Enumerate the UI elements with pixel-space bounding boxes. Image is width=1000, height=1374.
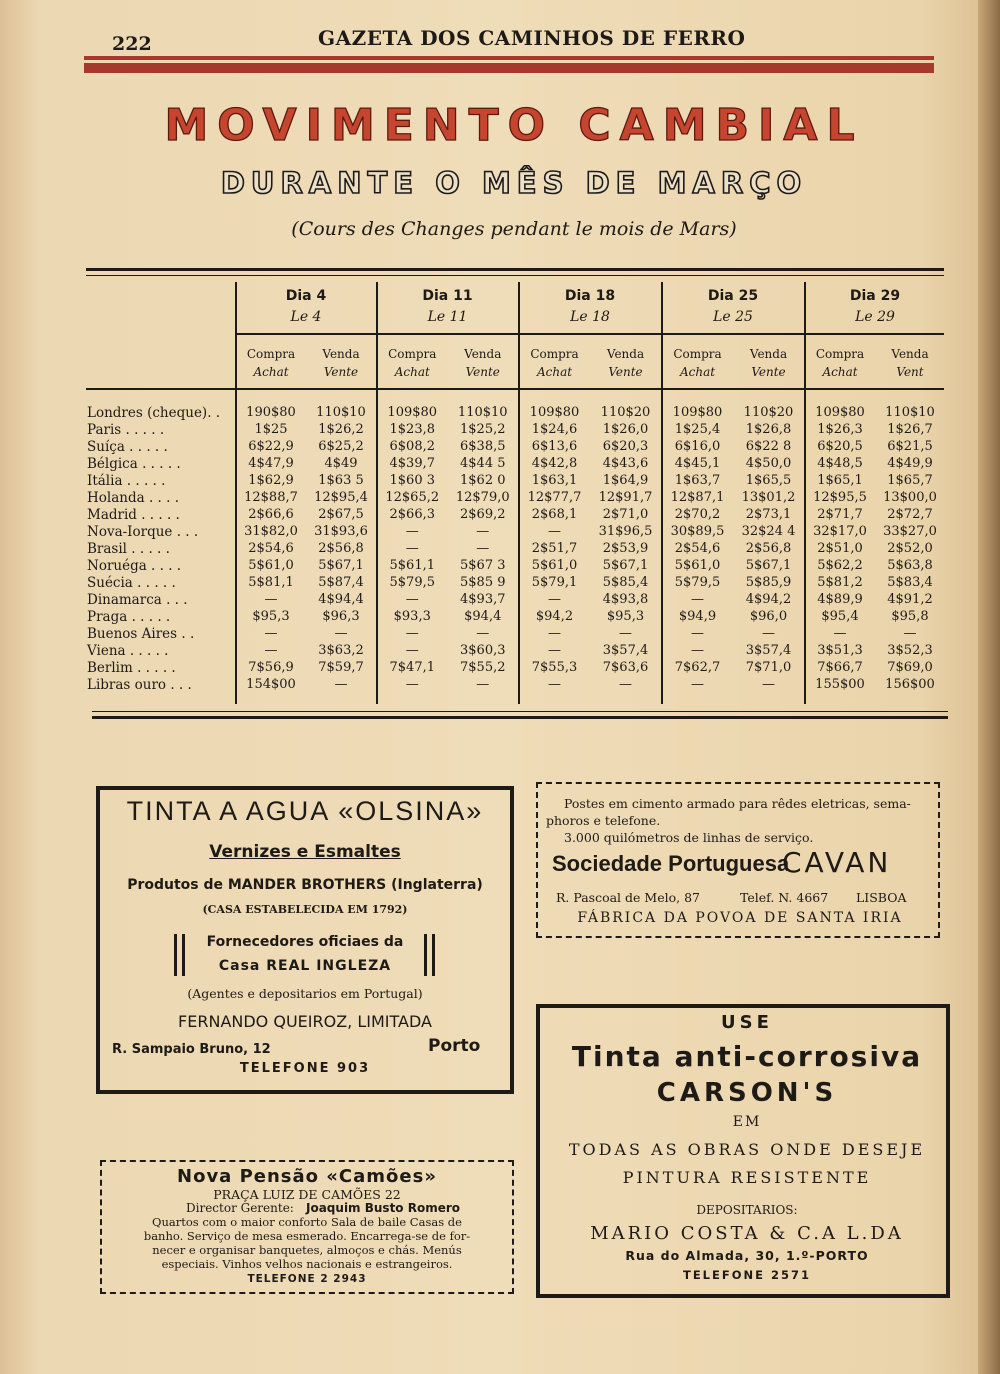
- table-cell: 5$67,1: [602, 558, 649, 573]
- table-cell: $95,3: [606, 609, 645, 624]
- olsina-phone: TELEFONE 903: [239, 1061, 371, 1076]
- day-header-fr: Le 25: [713, 309, 753, 325]
- table-cell: 5$87,4: [318, 575, 364, 590]
- table-cell: 5$85,4: [602, 575, 649, 590]
- table-cell: 4$94,2: [745, 592, 792, 607]
- table-cell: 4$50,0: [745, 456, 792, 471]
- carson-line: EM: [732, 1114, 762, 1130]
- col-label-fr: Achat: [253, 365, 289, 379]
- table-cell: 4$43,6: [602, 456, 649, 471]
- table-cell: 2$66,3: [389, 507, 435, 522]
- carson-line: MARIO COSTA & C.A L.DA: [590, 1223, 904, 1244]
- row-label: Londres (cheque). .: [87, 405, 221, 421]
- table-cell: 156$00: [885, 677, 935, 692]
- col-label-fr: Vente: [751, 365, 786, 379]
- table-cell: —: [405, 626, 419, 641]
- table-cell: 2$52,0: [887, 541, 933, 556]
- col-label-fr: Achat: [394, 365, 430, 379]
- table-cell: —: [264, 643, 278, 658]
- row-label: Paris . . . . .: [87, 422, 165, 438]
- table-cell: 154$00: [246, 677, 296, 692]
- table-cell: 3$57,4: [602, 643, 649, 658]
- table-cell: 4$93,8: [602, 592, 649, 607]
- table-cell: 7$47,1: [389, 660, 435, 675]
- col-label: Venda: [749, 347, 788, 361]
- page-number: 222: [112, 33, 152, 55]
- olsina-line: Vernizes e Esmaltes: [209, 842, 401, 862]
- table-cell: —: [619, 626, 632, 641]
- table-cell: 110$10: [885, 405, 935, 420]
- table-cell: —: [548, 524, 561, 539]
- cavan-factory: FÁBRICA DA POVOA DE SANTA IRIA: [577, 910, 903, 926]
- table-cell: 3$57,4: [745, 643, 792, 658]
- table-cell: 7$66,7: [817, 660, 863, 675]
- table-cell: 6$21,5: [887, 439, 933, 454]
- article-subtitle: DURANTE O MÊS DE MARÇO: [220, 166, 808, 200]
- table-cell: 3$51,3: [817, 643, 863, 658]
- table-cell: 109$80: [529, 405, 580, 420]
- table-cell: 1$62 0: [460, 473, 506, 488]
- carson-line: USE: [721, 1012, 773, 1033]
- table-cell: 5$61,1: [389, 558, 435, 573]
- table-cell: 12$88,7: [244, 490, 298, 505]
- olsina-line: FERNANDO QUEIROZ, LIMITADA: [178, 1012, 432, 1031]
- table-cell: 12$65,2: [385, 490, 440, 505]
- table-cell: 1$26,8: [745, 422, 792, 437]
- day-header: Dia 18: [564, 288, 616, 304]
- table-cell: $94,4: [464, 609, 502, 624]
- table-cell: $96,0: [749, 609, 788, 624]
- table-cell: 1$63,1: [531, 473, 578, 488]
- table-cell: $94,9: [678, 609, 717, 624]
- camoes-line: banho. Serviço de mesa esmerado. Encarrega-se de for-: [143, 1229, 471, 1243]
- table-cell: —: [476, 677, 490, 692]
- table-cell: —: [548, 626, 561, 641]
- table-cell: 2$73,1: [745, 507, 792, 522]
- table-cell: 155$00: [815, 677, 865, 692]
- table-cell: —: [833, 626, 847, 641]
- row-label: Itália . . . . .: [87, 473, 166, 489]
- table-cell: 6$20,5: [817, 439, 863, 454]
- table-cell: 31$96,5: [598, 524, 653, 539]
- cavan-line: Postes em cimento armado para rêdes eletricas, sema-: [564, 796, 911, 811]
- day-header: Dia 25: [707, 288, 759, 304]
- table-cell: 4$48,5: [817, 456, 863, 471]
- table-cell: 7$62,7: [674, 660, 721, 675]
- table-cell: —: [548, 592, 561, 607]
- table-cell: 3$63,2: [318, 643, 364, 658]
- table-cell: 7$69,0: [887, 660, 933, 675]
- table-cell: 4$45,1: [674, 456, 721, 471]
- col-label: Venda: [606, 347, 645, 361]
- col-compra: [662, 347, 733, 379]
- table-cell: 4$39,7: [389, 456, 435, 471]
- table-cell: 1$62,9: [248, 473, 294, 488]
- table-rule-top: [86, 268, 944, 271]
- table-cell: 2$68,1: [531, 507, 578, 522]
- row-label: Nova-Iorque . . .: [87, 524, 199, 540]
- table-cell: $94,2: [535, 609, 574, 624]
- row-label: Berlim . . . . .: [87, 660, 176, 676]
- row-label: Suíça . . . . .: [87, 439, 168, 455]
- camoes-line: PRAÇA LUIZ DE CAMÕES 22: [213, 1187, 401, 1202]
- table-cell: —: [548, 643, 561, 658]
- col-label: Venda: [464, 347, 502, 361]
- table-cell: 1$65,5: [745, 473, 792, 488]
- table-cell: 30$89,5: [670, 524, 725, 539]
- table-cell: —: [476, 626, 490, 641]
- day-header-fr: Le 18: [570, 309, 610, 325]
- table-cell: 5$83,4: [887, 575, 933, 590]
- table-rule-day: [236, 333, 944, 335]
- table-cell: 1$24,6: [531, 422, 578, 437]
- col-label: Compra: [388, 347, 437, 361]
- table-cell: 2$54,6: [674, 541, 721, 556]
- col-label-fr: Achat: [822, 365, 858, 379]
- col-label-fr: Achat: [536, 365, 573, 379]
- french-subtitle: (Cours des Changes pendant le mois de Mars): [291, 218, 737, 240]
- table-cell: 5$67 3: [460, 558, 506, 573]
- page-edge: [978, 0, 1000, 1374]
- col-compra: [377, 347, 448, 379]
- table-cell: 1$63 5: [318, 473, 364, 488]
- col-compra: [236, 347, 306, 379]
- table-cell: 5$62,2: [817, 558, 863, 573]
- table-cell: 7$55,3: [531, 660, 578, 675]
- table-cell: 6$13,6: [531, 439, 578, 454]
- table-cell: 12$87,1: [670, 490, 725, 505]
- header-rule-top: [84, 56, 934, 60]
- day-header-fr: Le 11: [427, 309, 468, 325]
- table-cell: $96,3: [322, 609, 360, 624]
- table-cell: —: [476, 524, 490, 539]
- table-cell: —: [691, 677, 704, 692]
- cavan-address: R. Pascoal de Melo, 87: [556, 890, 700, 905]
- table-cell: 4$49: [324, 456, 358, 471]
- day-header: Dia 4: [285, 288, 327, 304]
- row-label: Libras ouro . . .: [87, 677, 192, 693]
- table-cell: 2$72,7: [887, 507, 933, 522]
- table-cell: —: [476, 541, 490, 556]
- table-cell: 6$25,2: [318, 439, 364, 454]
- table-cell: 7$59,7: [318, 660, 364, 675]
- table-cell: 6$22 8: [745, 439, 792, 454]
- table-cell: 2$71,0: [602, 507, 649, 522]
- table-cell: 110$10: [316, 405, 366, 420]
- table-cell: 1$26,3: [817, 422, 863, 437]
- table-cell: 190$80: [246, 405, 296, 420]
- olsina-title: TINTA A AGUA «OLSINA»: [126, 796, 484, 826]
- table-cell: —: [405, 524, 419, 539]
- table-cell: 2$71,7: [817, 507, 863, 522]
- table-rule-top-thin: [86, 275, 944, 276]
- table-cell: 12$95,5: [813, 490, 867, 505]
- table-rule-header: [86, 388, 944, 390]
- table-cell: —: [691, 626, 704, 641]
- table-cell: 2$67,5: [318, 507, 364, 522]
- camoes-director: Joaquim Busto Romero: [306, 1201, 461, 1215]
- table-cell: 110$20: [743, 405, 794, 420]
- table-cell: 13$00,0: [883, 490, 937, 505]
- row-label: Brasil . . . . .: [87, 541, 170, 557]
- table-cell: 7$56,9: [248, 660, 294, 675]
- day-header-fr: Le 29: [855, 309, 895, 325]
- table-cell: 2$53,9: [602, 541, 649, 556]
- table-cell: $95,3: [252, 609, 290, 624]
- table-cell: 1$63,7: [674, 473, 721, 488]
- cavan-company: Sociedade Portuguesa: [552, 851, 790, 876]
- cavan-phone: Telef. N. 4667: [740, 890, 829, 905]
- table-rule-bottom: [92, 716, 948, 719]
- carson-line: TODAS AS OBRAS ONDE DESEJE: [568, 1140, 926, 1159]
- table-cell: 2$51,7: [531, 541, 578, 556]
- table-cell: $93,3: [393, 609, 431, 624]
- table-cell: 5$61,0: [531, 558, 578, 573]
- table-cell: 12$95,4: [314, 490, 368, 505]
- col-label-fr: Vente: [608, 365, 643, 379]
- col-venda: [875, 347, 945, 379]
- table-cell: 4$42,8: [531, 456, 578, 471]
- carson-line: PINTURA RESISTENTE: [622, 1168, 872, 1187]
- olsina-line: (CASA ESTABELECIDA EM 1792): [202, 903, 408, 916]
- table-cell: 13$01,2: [741, 490, 796, 505]
- table-cell: 1$26,7: [887, 422, 933, 437]
- col-label: Venda: [322, 347, 360, 361]
- table-cell: 5$67,1: [745, 558, 792, 573]
- table-cell: —: [762, 677, 775, 692]
- day-header: Dia 11: [422, 288, 473, 304]
- table-cell: 6$08,2: [389, 439, 435, 454]
- table-cell: 6$22,9: [248, 439, 294, 454]
- table-cell: 1$65,7: [887, 473, 933, 488]
- table-cell: —: [762, 626, 775, 641]
- olsina-line: Produtos de MANDER BROTHERS (Inglaterra): [127, 877, 483, 893]
- table-cell: 4$47,9: [248, 456, 294, 471]
- table-cell: 109$80: [815, 405, 865, 420]
- table-cell: 110$10: [457, 405, 508, 420]
- camoes-title: Nova Pensão «Camões»: [177, 1166, 437, 1187]
- table-cell: —: [264, 592, 278, 607]
- table-cell: 1$60 3: [389, 473, 435, 488]
- table-cell: 12$91,7: [598, 490, 653, 505]
- row-label: Bélgica . . . . .: [87, 456, 181, 472]
- row-label: Viena . . . . .: [87, 643, 169, 659]
- table-cell: 5$85 9: [460, 575, 506, 590]
- table-cell: 5$79,5: [389, 575, 435, 590]
- table-cell: 5$81,1: [248, 575, 294, 590]
- table-cell: 1$23,8: [389, 422, 435, 437]
- olsina-line: Fornecedores oficiaes da: [206, 934, 404, 950]
- cavan-line: 3.000 quilómetros de linhas de serviço.: [564, 830, 814, 845]
- cavan-logo: CAVAN: [782, 846, 892, 879]
- carson-brand: CARSON'S: [656, 1078, 838, 1108]
- col-label-fr: Vent: [896, 365, 924, 379]
- table-cell: 2$56,8: [745, 541, 792, 556]
- row-label: Praga . . . . .: [87, 609, 171, 625]
- table-cell: —: [405, 541, 419, 556]
- row-label: Noruéga . . . .: [87, 558, 182, 574]
- olsina-address: R. Sampaio Bruno, 12: [112, 1042, 271, 1057]
- table-cell: —: [619, 677, 632, 692]
- table-cell: 1$65,1: [817, 473, 863, 488]
- col-label: Compra: [815, 347, 865, 361]
- table-cell: —: [334, 626, 348, 641]
- col-label-fr: Vente: [323, 365, 359, 379]
- col-label: Venda: [891, 347, 929, 361]
- camoes-director-label: Director Gerente:: [186, 1201, 294, 1215]
- day-header: Dia 29: [849, 288, 901, 304]
- table-cell: $95,8: [891, 609, 929, 624]
- olsina-line: (Agentes e depositarios em Portugal): [187, 986, 423, 1001]
- article-title: MOVIMENTO CAMBIAL: [164, 100, 864, 151]
- olsina-city: Porto: [428, 1036, 481, 1056]
- table-cell: 109$80: [387, 405, 438, 420]
- col-label-fr: Achat: [679, 365, 716, 379]
- table-cell: 2$70,2: [674, 507, 721, 522]
- table-cell: —: [334, 677, 348, 692]
- table-cell: 5$79,1: [531, 575, 578, 590]
- table-cell: 1$64,9: [602, 473, 649, 488]
- table-cell: 2$66,6: [248, 507, 294, 522]
- olsina-line: Casa REAL INGLEZA: [218, 958, 392, 974]
- table-cell: —: [548, 677, 561, 692]
- table-cell: 1$26,2: [318, 422, 364, 437]
- table-cell: 5$67,1: [318, 558, 364, 573]
- col-compra: [805, 347, 875, 379]
- camoes-line: Quartos com o maior conforto Sala de baile Casas de: [152, 1215, 462, 1229]
- table-cell: —: [405, 592, 419, 607]
- table-cell: 7$63,6: [602, 660, 649, 675]
- carson-line: Rua do Almada, 30, 1.º-PORTO: [625, 1248, 869, 1263]
- table-cell: 5$61,0: [674, 558, 721, 573]
- table-cell: 109$80: [672, 405, 723, 420]
- col-label: Compra: [673, 347, 722, 361]
- table-cell: —: [405, 643, 419, 658]
- table-cell: 4$44 5: [460, 456, 506, 471]
- table-cell: 2$69,2: [460, 507, 506, 522]
- row-label: Holanda . . . .: [87, 490, 179, 506]
- table-cell: $95,4: [821, 609, 859, 624]
- table-cell: 32$17,0: [813, 524, 867, 539]
- table-cell: 12$79,0: [455, 490, 510, 505]
- table-cell: 5$81,2: [817, 575, 863, 590]
- col-venda: [590, 347, 661, 379]
- header-rule-bottom: [84, 63, 934, 73]
- camoes-line: necer e organisar banquetes, almoços e chás. Menús: [152, 1243, 462, 1257]
- col-venda: [448, 347, 519, 379]
- table-cell: 12$77,7: [527, 490, 582, 505]
- col-label: Compra: [246, 347, 296, 361]
- table-cell: —: [405, 677, 419, 692]
- row-label: Suécia . . . . .: [87, 575, 176, 591]
- col-venda: [733, 347, 804, 379]
- table-cell: 1$26,0: [602, 422, 649, 437]
- table-cell: 31$82,0: [244, 524, 298, 539]
- day-header-fr: Le 4: [290, 309, 322, 325]
- table-cell: 31$93,6: [314, 524, 368, 539]
- table-cell: 3$52,3: [887, 643, 933, 658]
- running-title: GAZETA DOS CAMINHOS DE FERRO: [318, 26, 746, 50]
- table-cell: 7$71,0: [745, 660, 792, 675]
- row-label: Madrid . . . . .: [87, 507, 180, 523]
- table-cell: 4$93,7: [460, 592, 506, 607]
- row-label: Buenos Aires . .: [87, 626, 195, 642]
- table-cell: 110$20: [600, 405, 651, 420]
- table-cell: 5$61,0: [248, 558, 294, 573]
- table-cell: 4$94,4: [318, 592, 364, 607]
- table-cell: 7$55,2: [460, 660, 506, 675]
- table-cell: 2$51,0: [817, 541, 863, 556]
- table-cell: 2$56,8: [318, 541, 364, 556]
- table-rule-bottom-thin: [92, 711, 948, 712]
- table-cell: —: [691, 592, 704, 607]
- table-cell: 4$91,2: [887, 592, 933, 607]
- table-cell: 6$20,3: [602, 439, 649, 454]
- table-cell: 5$85,9: [745, 575, 792, 590]
- table-cell: 3$60,3: [460, 643, 506, 658]
- table-cell: 1$25,4: [674, 422, 721, 437]
- table-cell: 4$89,9: [817, 592, 863, 607]
- col-compra: [519, 347, 590, 379]
- table-cell: 1$25,2: [460, 422, 506, 437]
- col-venda: [306, 347, 376, 379]
- table-cell: 5$63,8: [887, 558, 933, 573]
- table-cell: 2$54,6: [248, 541, 294, 556]
- table-cell: 4$49,9: [887, 456, 933, 471]
- table-cell: 33$27,0: [883, 524, 937, 539]
- carson-headline: Tinta anti-corrosiva: [571, 1040, 923, 1073]
- table-cell: 6$16,0: [674, 439, 721, 454]
- col-label-fr: Vente: [465, 365, 500, 379]
- col-label: Compra: [530, 347, 579, 361]
- table-cell: —: [691, 643, 704, 658]
- row-label: Dinamarca . . .: [87, 592, 188, 608]
- cavan-line: phoros e telefone.: [546, 813, 661, 828]
- table-cell: 5$79,5: [674, 575, 721, 590]
- cavan-city: LISBOA: [856, 890, 907, 905]
- table-cell: 6$38,5: [460, 439, 506, 454]
- table-cell: 1$25: [254, 422, 288, 437]
- carson-phone: TELEFONE 2571: [682, 1268, 811, 1282]
- table-cell: —: [264, 626, 278, 641]
- camoes-line: especiais. Vinhos velhos nacionais e estrangeiros.: [161, 1257, 453, 1271]
- camoes-phone: TELEFONE 2 2943: [247, 1273, 367, 1285]
- table-cell: 32$24 4: [741, 524, 796, 539]
- table-cell: —: [903, 626, 917, 641]
- carson-line: DEPOSITARIOS:: [696, 1203, 798, 1217]
